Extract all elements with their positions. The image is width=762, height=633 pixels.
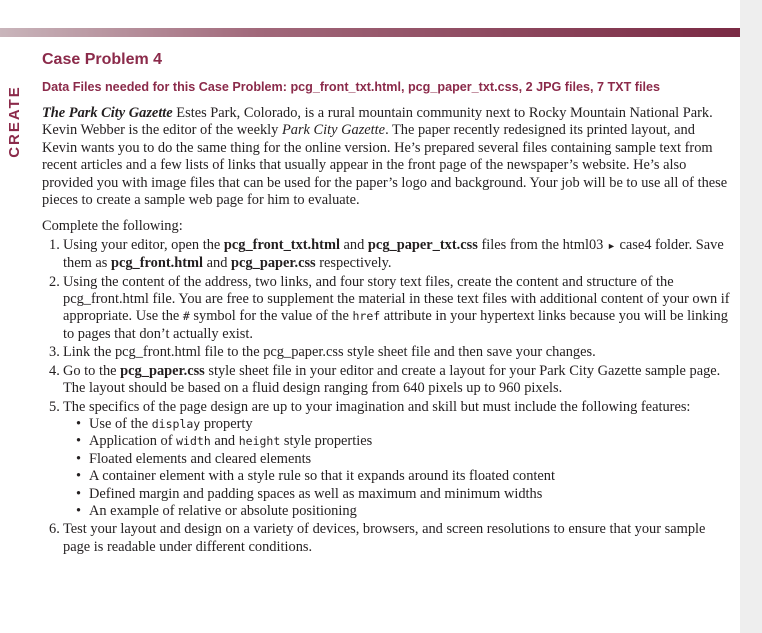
data-files-note: Data Files needed for this Case Problem: pcg_front_txt.html, pcg_paper_txt.css, 2 JPG files, 7 TXT files (42, 80, 660, 94)
step-number: 6. (49, 521, 60, 538)
step-bold: pcg_paper.css (231, 255, 316, 272)
step-number: 5. (49, 398, 60, 415)
step-item (42, 521, 730, 556)
intro-paragraph (42, 105, 730, 209)
feature-code: width (176, 434, 211, 449)
top-band (0, 0, 740, 28)
step-code: href (352, 309, 381, 324)
step-code: # (182, 309, 190, 324)
create-label-text: CREATE (5, 84, 23, 158)
steps-list (42, 237, 730, 556)
feature-item: • Floated elements and cleared elements (63, 451, 730, 468)
create-side-label (2, 76, 26, 166)
step-number: 3. (49, 344, 60, 361)
feature-item: • Defined margin and padding spaces as well as maximum and minimum widths (63, 486, 730, 503)
step-text: Go to the (63, 362, 121, 379)
step-bold: pcg_front_txt.html (223, 236, 340, 253)
feature-item: • Application of width and height style properties (63, 433, 730, 450)
case-problem-content (42, 50, 730, 557)
step-number: 4. (49, 362, 60, 379)
step-text: case4 folder. Save them as (63, 236, 724, 272)
step-text: Using your editor, open the (63, 236, 224, 253)
step-text: Link the pcg_front.html file to the pcg_paper.css style sheet file and then save your changes. (63, 344, 596, 361)
features-list (63, 416, 730, 520)
step-item (42, 363, 730, 398)
header-rule (0, 28, 740, 37)
step-item (42, 237, 730, 273)
case-problem-title: Case Problem 4 (42, 51, 163, 68)
step-text: style sheet file in your editor and create a layout for your Park City Gazette sample page. The layout should be based on a fluid design ranging from 640 pixels up to 960 pixels. (63, 362, 721, 397)
intro-text-1: Estes Park, Colorado, is a rural mountain community next to Rocky Mountain National Park. Kevin Webber is the editor of the weekly (42, 105, 713, 139)
step-text: Test your layout and design on a variety of devices, browsers, and screen resolutions to ensure that your sample page is readable under different conditions. (63, 521, 706, 555)
right-margin-panel (740, 0, 762, 633)
step-item (42, 399, 730, 521)
step-text: and (203, 255, 232, 272)
step-text: Using the content of the address, two links, and four story text files, create the content and structure of the pcg_front.html file. You are free to supplement the material in these text files with additional content of your own if appropriate. Use the (63, 273, 730, 325)
step-text: files from the html03 (477, 236, 607, 253)
complete-label: Complete the following: (42, 218, 183, 235)
step-text: The specifics of the page design are up to your imagination and skill but must include the following features: (63, 398, 691, 415)
step-number: 2. (49, 273, 60, 290)
step-bold: pcg_paper.css (120, 362, 205, 379)
step-number: 1. (49, 236, 60, 253)
step-text: attribute in your hypertext links because you will be linking to pages that don’t actually exist. (63, 308, 728, 342)
step-text: symbol for the value of the (189, 308, 353, 325)
feature-item: • An example of relative or absolute positioning (63, 503, 730, 520)
step-bold: pcg_front.html (110, 255, 204, 272)
step-text: respectively. (315, 255, 392, 272)
step-bold: pcg_paper_txt.css (367, 236, 478, 253)
feature-item: • A container element with a style rule so that it expands around its floated content (63, 468, 730, 485)
feature-code: display (151, 416, 201, 431)
step-item (42, 344, 730, 361)
feature-item: • Use of the display property (63, 416, 730, 433)
feature-code: height (238, 434, 281, 449)
step-text: and (339, 236, 368, 253)
path-arrow-icon: ► (606, 240, 616, 251)
intro-title: The Park City Gazette (42, 105, 173, 121)
step-item (42, 274, 730, 344)
intro-paper-name: Park City Gazette (281, 122, 386, 139)
intro-text-3: . The paper recently redesigned its printed layout, and Kevin wants you to do the same thing for the online version. He’s prepared several files containing sample text from recent articles and a few lists of links that usually appear in the front page of the newspaper’s website. He’s also provided you with image files that can be used for the paper’s logo and background. Your job will be to use all of these pieces to create a sample web page for him to evaluate. (42, 122, 728, 209)
